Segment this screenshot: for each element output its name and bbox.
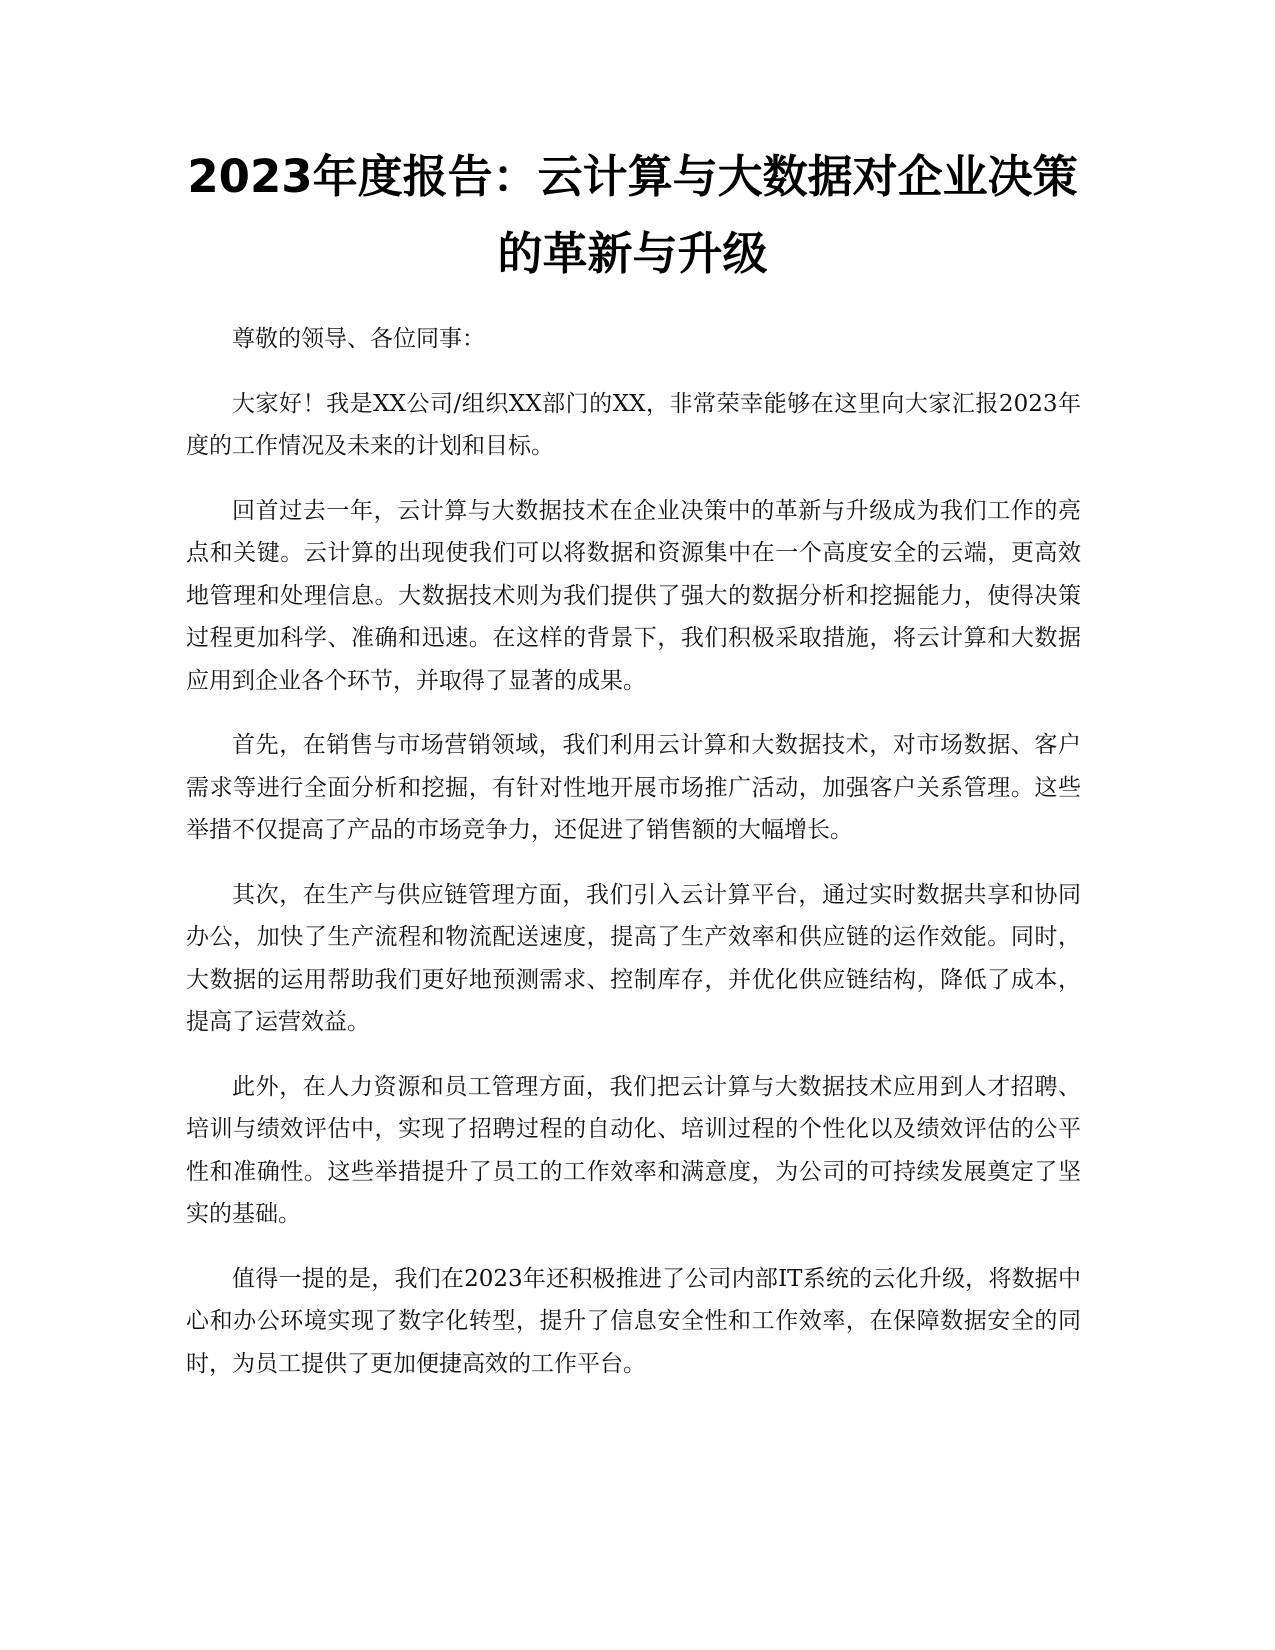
paragraph-sales: 首先，在销售与市场营销领域，我们利用云计算和大数据技术，对市场数据、客户需求等进行全面分析和挖掘，有针对性地开展市场推广活动，加强客户关系管理。这些举措不仅提高了产品的市场竞争力，还促进了销售额的大幅增长。 <box>186 732 1081 843</box>
paragraph-supply-chain: 其次，在生产与供应链管理方面，我们引入云计算平台，通过实时数据共享和协同办公，加快了生产流程和物流配送速度，提高了生产效率和供应链的运作效能。同时，大数据的运用帮助我们更好地预测需求、控制库存，并优化供应链结构，降低了成本，提高了运营效益。 <box>186 881 1081 1035</box>
paragraph-hr: 此外，在人力资源和员工管理方面，我们把云计算与大数据技术应用到人才招聘、培训与绩效评估中，实现了招聘过程的自动化、培训过程的个性化以及绩效评估的公平性和准确性。这些举措提升了员工的工作效率和满意度，为公司的可持续发展奠定了坚实的基础。 <box>186 1073 1081 1227</box>
document-title: 2023年度报告：云计算与大数据对企业决策的革新与升级 <box>187 150 1078 280</box>
paragraph-greeting: 大家好！我是XX公司/组织XX部门的XX，非常荣幸能够在这里向大家汇报2023年度的工作情况及未来的计划和目标。 <box>186 390 1081 459</box>
document-body <box>186 318 1081 1407</box>
paragraph-it-upgrade: 值得一提的是，我们在2023年还积极推进了公司内部IT系统的云化升级，将数据中心和办公环境实现了数字化转型，提升了信息安全性和工作效率，在保障数据安全的同时，为员工提供了更加便捷高效的工作平台。 <box>186 1265 1081 1377</box>
paragraph-review: 回首过去一年，云计算与大数据技术在企业决策中的革新与升级成为我们工作的亮点和关键。云计算的出现使我们可以将数据和资源集中在一个高度安全的云端，更高效地管理和处理信息。大数据技术则为我们提供了强大的数据分析和挖掘能力，使得决策过程更加科学、准确和迅速。在这样的背景下，我们积极采取措施，将云计算和大数据应用到企业各个环节，并取得了显著的成果。 <box>186 497 1081 694</box>
salutation: 尊敬的领导、各位同事： <box>232 326 485 352</box>
